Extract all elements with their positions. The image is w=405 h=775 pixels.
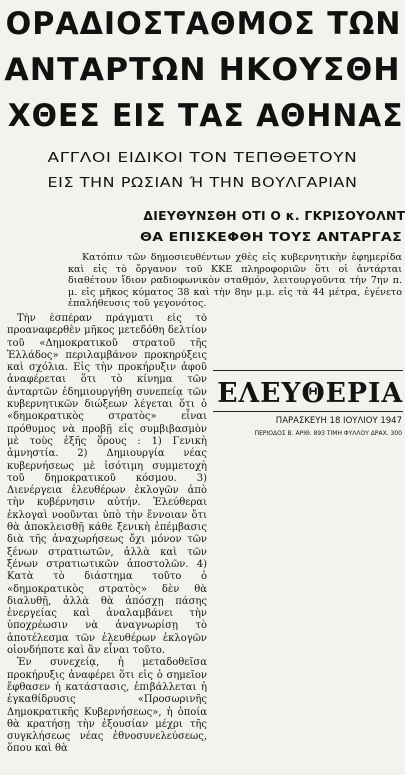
masthead-title: ΕΛΕΥΘΕΡΙΑ xyxy=(217,378,404,409)
masthead-rule-top xyxy=(213,370,403,371)
masthead-rule-bottom xyxy=(213,411,403,412)
headline-line-3: ΧΘΕΣ ΕΙΣ ΤΑΣ ΑΘΗΝΑΣ xyxy=(7,98,404,134)
masthead-priceline: ΠΕΡΙΟΔΟΣ Β. ΑΡΙΘ. 893 ΤΙΜΗ ΦΥΛΛΟΥ ΔΡΑΧ. 300 xyxy=(254,430,402,437)
article-column xyxy=(7,313,207,771)
masthead-dateline: ΠΑΡΑΣΚΕΥΗ 18 ΙΟΥΛΙΟΥ 1947 xyxy=(275,416,402,426)
second-headline-line-1: ΔΙΕΥΘΥΝΣΘΗ ΟΤΙ Ο κ. ΓΚΡΙΣΟΥΟΛΝΤ xyxy=(143,208,405,223)
body-paragraph-2: Ἐν συνεχείᾳ, ἡ μεταδοθεῖσα προκήρυξις ἀναφέρει ὅτι εἰς ὁ σημεῖον ἔφθασεν ἡ κατάστασις, ἐπιβάλλεται ἡ ἐγκαθίδρυσις «Προσωρινῆς Δημοκρατικῆς Κυβερνήσεως», ἡ ὁποία θὰ κρατήσῃ τὴν ἐξουσίαν μέχρι τῆς συγκλήσεως νέας ἐθνοσυνελεύσεως, ὅπου καὶ θὰ xyxy=(7,657,207,755)
headline-line-2: ΑΝΤΑΡΤΩΝ ΗΚΟΥΣΘΗ xyxy=(4,52,401,88)
lead-text: Κατόπιν τῶν δημοσιευθέντων χθὲς εἰς κυβερνητικὴν ἐφημερίδα καὶ εἰς τὸ ὄργανον τοῦ ΚΚΕ πληροφοριῶν ὅτι οἱ ἀντάρται διαθέτουν ἴδιον ραδιοφωνικὸν σταθμόν, λειτουργοῦντα τὴν 7ην π. μ. εἰς μῆκος κύματος 38 καὶ τὴν 8ην μ.μ. εἰς τὰ 44 μέτρα, ἐγένετο ἐπαλήθευσις τοῦ γεγονότος. xyxy=(68,252,402,310)
second-headline-line-2: ΘΑ ΕΠΙΣΚΕΦΘΗ ΤΟΥΣ ΑΝΤΑΡΓΑΣ xyxy=(140,229,402,244)
body-paragraph-1: Τὴν ἑσπέραν πράγματι εἰς τὸ προαναφερθὲν μῆκος μετεδόθη δελτίον τοῦ «Δημοκρατικοῦ στρατοῦ τῆς Ἑλλάδος» περιλαμβάνον προκηρύξεις καὶ σχόλια. Εἰς τὴν προκήρυξιν ἀφοῦ ἀναφέρεται ὅτι τὸ κίνημα τῶν ἀνταρτῶν ἐδημιουργήθη συνεπείᾳ τῶν κυβερνητικῶν διώξεων λέγεται ὅτι ὁ «δημοκρατικὸς στρατὸς» εἶναι πρόθυμος νὰ προβῇ εἰς συμβιβασμὸν μὲ τοὺς ἑξῆς ὅρους : 1) Γενικὴ ἀμνηστία. 2) Δημιουργία νέας κυβερνήσεως μὲ ἰσότιμη συμμετοχὴ τοῦ δημοκρατικοῦ κόσμου. 3) Διενέργεια ἐλευθέρων ἐκλογῶν ἀπὸ τὴν κυβέρνησιν αὐτήν. Ἐλεύθεραι ἐκλογαὶ νοοῦνται ὑπὸ τὴν ἔννοιαν ὅτι θὰ ἀποκλεισθῇ κάθε ξενικὴ ἐπέμβασις διὰ τῆς ἀναχωρήσεως ὄχι μόνον τῶν ξένων στρατιωτῶν, ἀλλὰ καὶ τῶν ξένων στρατιωτικῶν ἀποστολῶν. 4) Κατὰ τὸ διάστημα τοῦτο ὁ «δημοκρατικὸς στρατὸς» δὲν θὰ διαλυθῇ, ἀλλὰ θὰ ἀπόσχῃ πάσης ἐνεργείας καὶ ἀναλαμβάνει τὴν ὑποχρέωσιν νὰ ἀναγνωρίσῃ τὸ ἀποτέλεσμα τῶν ἐλευθέρων ἐκλογῶν οἱονδήποτε καὶ ἂν εἶναι τοῦτο. xyxy=(7,313,207,657)
subheadline-line-1: ΑΓΓΛΟΙ ΕΙΔΙΚΟΙ ΤΟΝ ΤΕΠΘΘΕΤΟΥΝ xyxy=(47,151,358,166)
headline-line-1: ΟΡΑΔΙΟΣΤΑΘΜΟΣ ΤΩΝ xyxy=(5,6,402,42)
lead-paragraph xyxy=(68,252,402,310)
subheadline-line-2: ΕΙΣ ΤΗΝ ΡΩΣΙΑΝ Ή ΤΗΝ ΒΟΥΛΓΑΡΙΑΝ xyxy=(47,176,358,191)
